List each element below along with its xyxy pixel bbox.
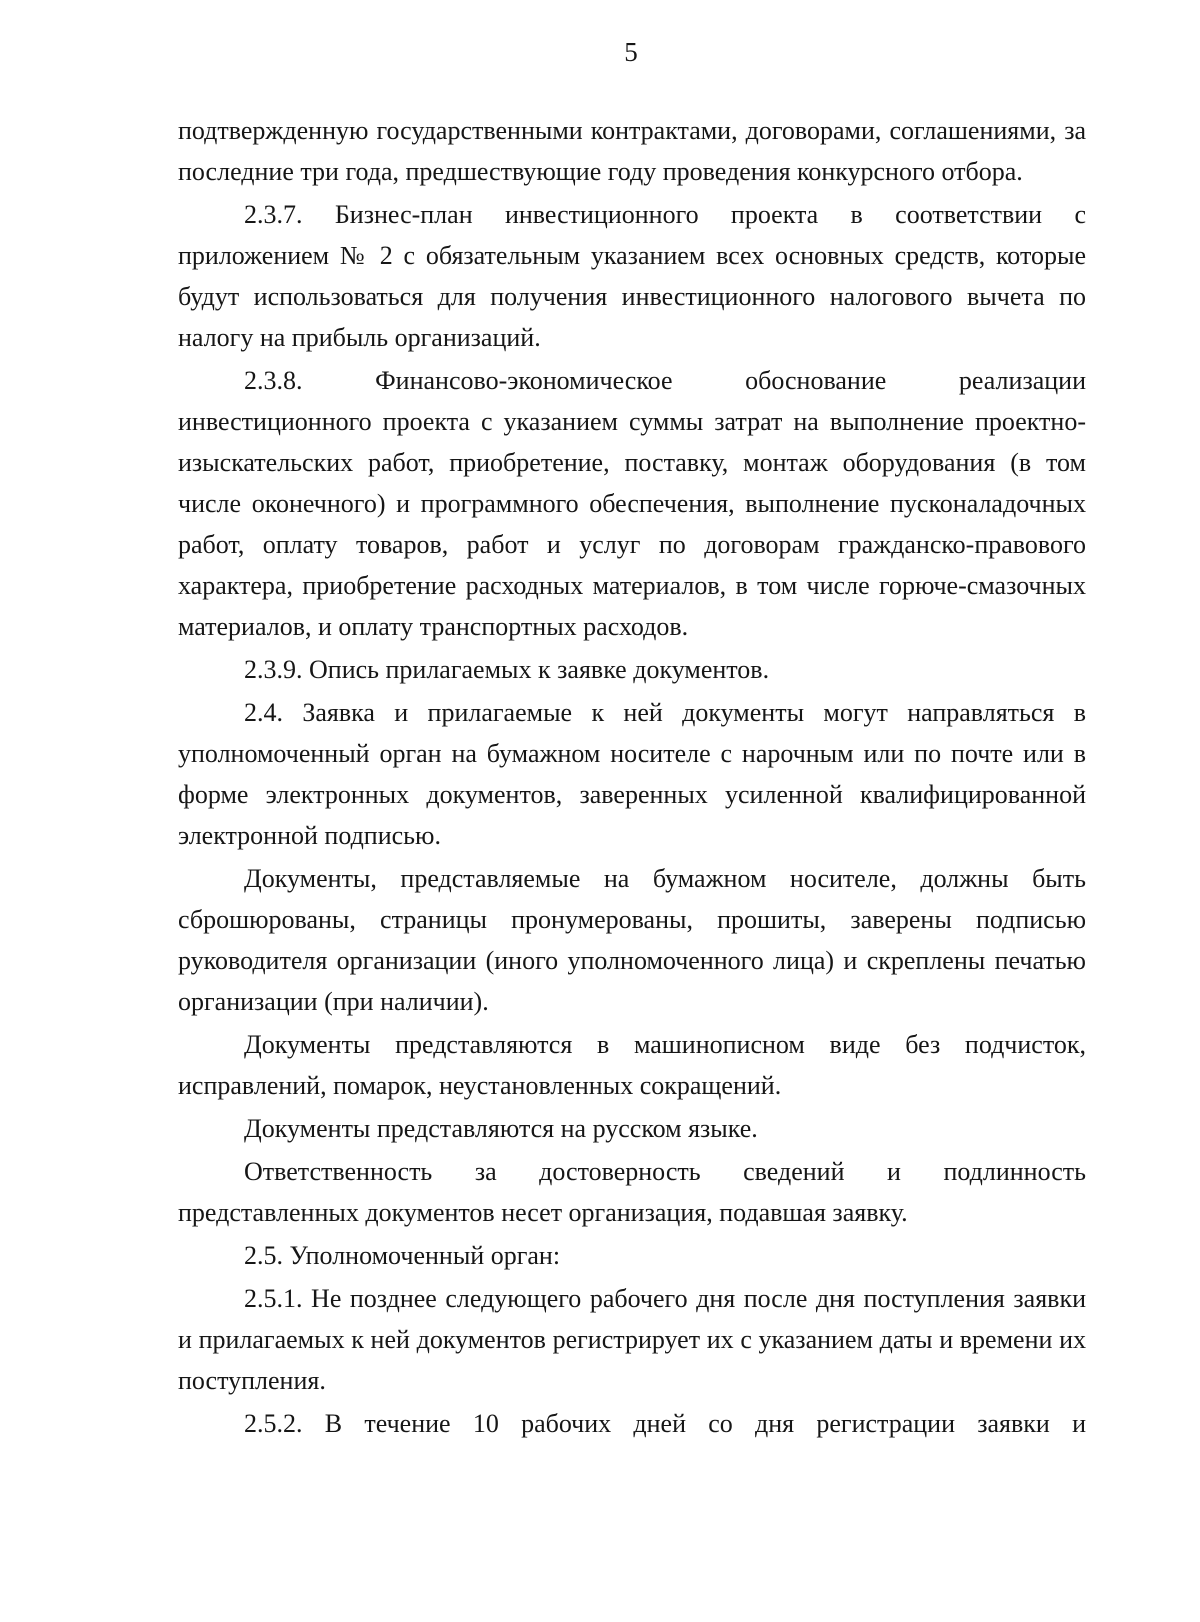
paragraph-2-5-2: 2.5.2. В течение 10 рабочих дней со дня регистрации заявки и xyxy=(244,1409,1086,1438)
paragraph-responsibility: Ответственность за достоверность сведений и подлинность представленных документов несет организация, подавшая заявку. xyxy=(178,1157,1086,1227)
paragraph-2-3-7: 2.3.7. Бизнес-план инвестиционного проекта в соответствии с приложением № 2 с обязательным указанием всех основных средств, которые будут использоваться для получения инвестиционного налогового вычета по налогу на прибыль организаций. xyxy=(178,200,1086,352)
paragraph-paper-documents: Документы, представляемые на бумажном носителе, должны быть сброшюрованы, страницы пронумерованы, прошиты, заверены подписью руководителя организации (иного уполномоченного лица) и скреплены печатью организации (при наличии). xyxy=(178,864,1086,1016)
document-body xyxy=(178,110,1086,1444)
paragraph-2-5-1: 2.5.1. Не позднее следующего рабочего дня после дня поступления заявки и прилагаемых к ней документов регистрирует их с указанием даты и времени их поступления. xyxy=(178,1284,1086,1395)
paragraph-continuation: подтвержденную государственными контрактами, договорами, соглашениями, за последние три года, предшествующие году проведения конкурсного отбора. xyxy=(178,116,1086,186)
paragraph-russian-language: Документы представляются на русском языке. xyxy=(244,1114,758,1143)
paragraph-2-3-8: 2.3.8. Финансово-экономическое обоснование реализации инвестиционного проекта с указанием суммы затрат на выполнение проектно-изыскательских работ, приобретение, поставку, монтаж оборудования (в том числе оконечного) и программного обеспечения, выполнение пусконаладочных работ, оплату товаров, работ и услуг по договорам гражданско-правового характера, приобретение расходных материалов, в том числе горюче-смазочных материалов, и оплату транспортных расходов. xyxy=(178,366,1086,641)
paragraph-2-3-9: 2.3.9. Опись прилагаемых к заявке документов. xyxy=(244,655,770,684)
paragraph-typewritten: Документы представляются в машинописном виде без подчисток, исправлений, помарок, неустановленных сокращений. xyxy=(178,1030,1086,1100)
page-number: 5 xyxy=(624,37,638,67)
paragraph-2-4: 2.4. Заявка и прилагаемые к ней документы могут направляться в уполномоченный орган на бумажном носителе с нарочным или по почте или в форме электронных документов, заверенных усиленной квалифицированной электронной подписью. xyxy=(178,698,1086,850)
paragraph-2-5: 2.5. Уполномоченный орган: xyxy=(244,1241,561,1270)
